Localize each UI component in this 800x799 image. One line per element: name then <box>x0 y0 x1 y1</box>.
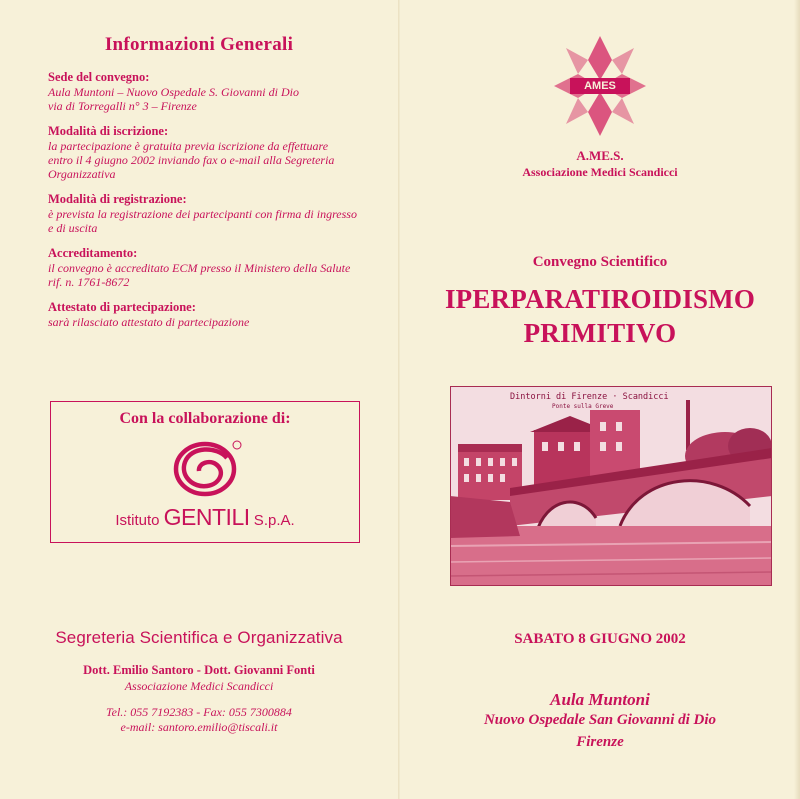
section-text: il convegno è accreditato ECM presso il Ministero della Salute rif. n. 1761-8672 <box>48 261 351 289</box>
collaboration-label: Con la collaborazione di: <box>119 410 291 427</box>
phone-fax: Tel.: 055 7192383 - Fax: 055 7300884 <box>106 705 292 719</box>
venue-hospital: Nuovo Ospedale San Giovanni di Dio <box>483 712 717 728</box>
segreteria-title: Segreteria Scientifica e Organizzativa <box>55 628 343 647</box>
venue-room: Aula Muntoni <box>550 690 650 709</box>
section-sede <box>48 70 388 113</box>
section-registrazione <box>48 192 388 235</box>
section-attestato <box>48 300 388 329</box>
section-heading: Sede del convegno: <box>48 70 150 84</box>
gentili-logo-text <box>51 504 359 531</box>
right-panel <box>400 0 800 799</box>
section-text: sarà rilasciato attestato di partecipazione <box>48 315 250 329</box>
logo-suffix: S.p.A. <box>249 512 295 529</box>
conference-title-line1: IPERPARATIROIDISMO <box>444 284 756 314</box>
segreteria-names: Dott. Emilio Santoro - Dott. Giovanni Fonti <box>83 663 315 677</box>
org-short-name: A.ME.S. <box>576 148 624 163</box>
bridge-photo <box>450 386 772 586</box>
segreteria-association: Associazione Medici Scandicci <box>124 679 274 693</box>
section-heading: Modalità di registrazione: <box>48 192 187 206</box>
bridge-illustration <box>450 386 772 586</box>
info-sections <box>48 70 388 340</box>
section-text: la partecipazione è gratuita previa iscrizione da effettuare entro il 4 giugno 2002 inviando fax o e-mail alla Segreteria Organizzativa <box>48 139 335 181</box>
venue-city: Firenze <box>576 734 624 750</box>
collaboration-box <box>50 401 360 543</box>
org-full-name: Associazione Medici Scandicci <box>522 165 678 179</box>
email: e-mail: santoro.emilio@tiscali.it <box>120 720 278 734</box>
section-heading: Modalità di iscrizione: <box>48 124 169 138</box>
section-text: è prevista la registrazione dei partecipanti con firma di ingresso e di uscita <box>48 207 357 235</box>
ames-logo-text: AMES <box>584 80 616 92</box>
section-heading: Attestato di partecipazione: <box>48 300 196 314</box>
photo-caption: Dintorni di Firenze · Scandicci <box>510 392 669 402</box>
conference-title-line2: PRIMITIVO <box>523 318 677 348</box>
section-iscrizione <box>48 124 388 181</box>
left-panel <box>0 0 398 799</box>
segreteria-contacts <box>0 705 398 735</box>
section-text: Aula Muntoni – Nuovo Ospedale S. Giovanni di Dio via di Torregalli n° 3 – Firenze <box>48 85 299 113</box>
logo-prefix: Istituto <box>115 512 164 529</box>
section-heading: Accreditamento: <box>48 246 138 260</box>
conference-type: Convegno Scientifico <box>532 254 668 270</box>
info-title: Informazioni Generali <box>104 34 294 55</box>
event-date: SABATO 8 GIUGNO 2002 <box>514 631 686 647</box>
photo-subcaption: Ponte sulla Greve <box>552 403 614 410</box>
section-accreditamento <box>48 246 388 289</box>
logo-name: GENTILI <box>163 504 250 530</box>
